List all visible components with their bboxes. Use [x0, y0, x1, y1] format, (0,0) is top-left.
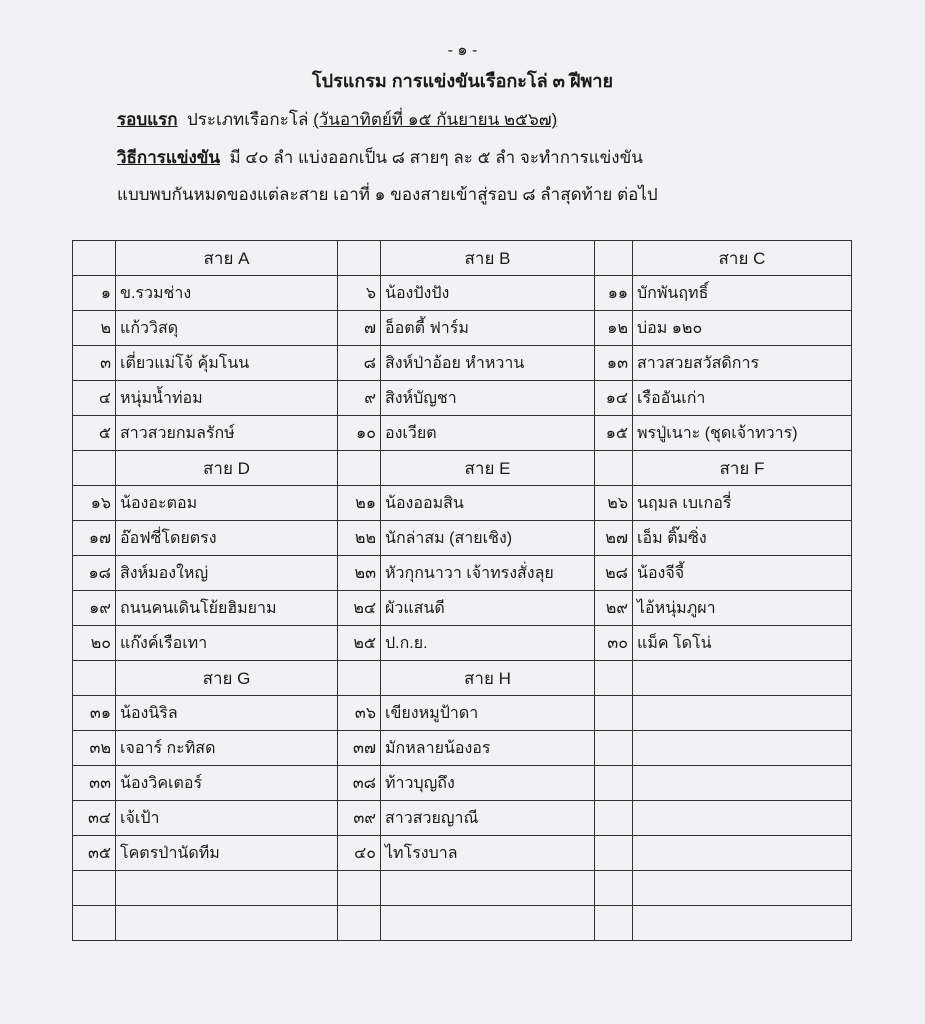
table-row: [73, 241, 852, 276]
boat-number: ๑๒: [595, 311, 633, 346]
page-number: - ๑ -: [447, 42, 478, 59]
boat-number: ๒๙: [595, 591, 633, 626]
empty-cell: [633, 766, 852, 801]
boat-name: แก้ววิสดุ: [116, 311, 338, 346]
boat-number: ๓๑: [73, 696, 116, 731]
boat-number: ๑๗: [73, 521, 116, 556]
empty-cell: [633, 836, 852, 871]
empty-cell: [633, 801, 852, 836]
boat-number: ๗: [338, 311, 381, 346]
boat-name: สิงห์มองใหญ่: [116, 556, 338, 591]
boat-number: ๒๗: [595, 521, 633, 556]
table-row: [73, 416, 852, 451]
boat-name: ไทโรงบาล: [381, 836, 595, 871]
table-row: [73, 381, 852, 416]
boat-name: อ๊อฟซี่โดยตรง: [116, 521, 338, 556]
boat-name: แม็ค โดโน่: [633, 626, 852, 661]
boat-name: อ็อตตี้ ฟาร์ม: [381, 311, 595, 346]
method-line-2: แบบพบกันหมดของแต่ละสาย เอาที่ ๑ ของสายเข้าสู่รอบ ๘ ลำสุดท้าย ต่อไป: [117, 185, 658, 204]
table-row: [73, 556, 852, 591]
boat-number: ๒๓: [338, 556, 381, 591]
empty-cell: [595, 871, 633, 906]
boat-number: ๓๕: [73, 836, 116, 871]
table-row: [73, 871, 852, 906]
empty-cell: [633, 661, 852, 696]
boat-name: สาวสวยสวัสดิการ: [633, 346, 852, 381]
boat-name: สิงห์บัญชา: [381, 381, 595, 416]
boat-number: ๑๑: [595, 276, 633, 311]
group-header: สาย C: [633, 241, 852, 276]
boat-name: หัวกุกนาวา เจ้าทรงสั่งลุย: [381, 556, 595, 591]
boat-number: ๒๒: [338, 521, 381, 556]
table-row: [73, 626, 852, 661]
groups-table: [72, 240, 852, 941]
boat-name: ป.ก.ย.: [381, 626, 595, 661]
boat-name: เขียงหมูป้าดา: [381, 696, 595, 731]
boat-number: ๒๐: [73, 626, 116, 661]
boat-number: ๓๖: [338, 696, 381, 731]
round-text: ประเภทเรือกะโล่: [186, 110, 314, 129]
empty-cell: [338, 871, 381, 906]
empty-cell: [116, 871, 338, 906]
boat-number: ๑๙: [73, 591, 116, 626]
boat-number: ๑๓: [595, 346, 633, 381]
boat-number: ๓๒: [73, 731, 116, 766]
empty-cell: [595, 241, 633, 276]
boat-name: เตี่ยวแม่โจ้ คุ้มโนน: [116, 346, 338, 381]
table-row: [73, 451, 852, 486]
boat-number: ๑: [73, 276, 116, 311]
boat-number: ๓๙: [338, 801, 381, 836]
table-row: [73, 836, 852, 871]
boat-name: แก๊งค์เรือเทา: [116, 626, 338, 661]
boat-number: ๒๕: [338, 626, 381, 661]
empty-cell: [73, 906, 116, 941]
group-header: สาย A: [116, 241, 338, 276]
empty-cell: [381, 871, 595, 906]
boat-name: นักล่าสม (สายเชิง): [381, 521, 595, 556]
method-text: มี ๔๐ ลำ แบ่งออกเป็น ๘ สายๆ ละ ๕ ลำ จะทำการแข่งขัน: [229, 148, 643, 167]
boat-number: ๕: [73, 416, 116, 451]
empty-cell: [338, 661, 381, 696]
table-row: [73, 731, 852, 766]
boat-number: ๓๘: [338, 766, 381, 801]
boat-name: ท้าวบุญถึง: [381, 766, 595, 801]
boat-name: ผัวแสนดี: [381, 591, 595, 626]
group-header: สาย G: [116, 661, 338, 696]
table-row: [73, 696, 852, 731]
group-header: สาย H: [381, 661, 595, 696]
boat-number: ๑๐: [338, 416, 381, 451]
boat-number: ๒๔: [338, 591, 381, 626]
round-label: รอบแรก: [117, 110, 178, 129]
boat-number: ๖: [338, 276, 381, 311]
table-row: [73, 311, 852, 346]
table-row: [73, 591, 852, 626]
method-label: วิธีการแข่งขัน: [117, 148, 221, 167]
boat-number: ๔๐: [338, 836, 381, 871]
empty-cell: [73, 661, 116, 696]
boat-number: ๑๘: [73, 556, 116, 591]
empty-cell: [338, 451, 381, 486]
boat-name: มักหลายน้องอร: [381, 731, 595, 766]
empty-cell: [595, 661, 633, 696]
empty-cell: [338, 906, 381, 941]
boat-number: ๒๑: [338, 486, 381, 521]
boat-name: นฤมล เบเกอรี่: [633, 486, 852, 521]
boat-name: เอ็ม ติ๊มซิ่ง: [633, 521, 852, 556]
empty-cell: [73, 871, 116, 906]
boat-number: ๑๕: [595, 416, 633, 451]
boat-number: ๓: [73, 346, 116, 381]
group-header: สาย B: [381, 241, 595, 276]
empty-cell: [116, 906, 338, 941]
boat-name: เจอาร์ กะทิสด: [116, 731, 338, 766]
group-header: สาย D: [116, 451, 338, 486]
boat-name: พรปู่เนาะ (ชุดเจ้าทวาร): [633, 416, 852, 451]
group-header: สาย F: [633, 451, 852, 486]
empty-cell: [595, 766, 633, 801]
boat-name: น้องออมสิน: [381, 486, 595, 521]
boat-number: ๒๘: [595, 556, 633, 591]
boat-name: เรืออันเก่า: [633, 381, 852, 416]
boat-name: สาวสวยญาณี: [381, 801, 595, 836]
table-row: [73, 766, 852, 801]
empty-cell: [633, 871, 852, 906]
empty-cell: [633, 731, 852, 766]
boat-name: หนุ่มน้ำท่อม: [116, 381, 338, 416]
method-line: [117, 144, 643, 171]
table-row: [73, 346, 852, 381]
boat-name: สาวสวยกมลรักษ์: [116, 416, 338, 451]
boat-number: ๓๔: [73, 801, 116, 836]
boat-number: ๓๐: [595, 626, 633, 661]
boat-name: น้องนิริล: [116, 696, 338, 731]
empty-cell: [595, 836, 633, 871]
boat-number: ๑๖: [73, 486, 116, 521]
table-row: [73, 906, 852, 941]
boat-name: โคตรป่านัดทีม: [116, 836, 338, 871]
boat-name: น้องอะตอม: [116, 486, 338, 521]
boat-name: น้องวิคเตอร์: [116, 766, 338, 801]
round-line: [117, 106, 557, 133]
boat-number: ๙: [338, 381, 381, 416]
table-row: [73, 521, 852, 556]
table-row: [73, 276, 852, 311]
table-row: [73, 661, 852, 696]
table-row: [73, 486, 852, 521]
empty-cell: [338, 241, 381, 276]
boat-number: ๓๗: [338, 731, 381, 766]
boat-number: ๔: [73, 381, 116, 416]
table-row: [73, 801, 852, 836]
round-date: (วันอาทิตย์ที่ ๑๕ กันยายน ๒๕๖๗): [313, 110, 558, 129]
boat-name: ข.รวมช่าง: [116, 276, 338, 311]
empty-cell: [633, 696, 852, 731]
boat-name: น้องปังปัง: [381, 276, 595, 311]
boat-name: สิงห์ป่าอ้อย หำหวาน: [381, 346, 595, 381]
boat-name: ไอ้หนุ่มภูผา: [633, 591, 852, 626]
boat-name: บ่อม ๑๒๐: [633, 311, 852, 346]
empty-cell: [595, 801, 633, 836]
boat-number: ๒๖: [595, 486, 633, 521]
boat-name: น้องจีจี้: [633, 556, 852, 591]
boat-name: ถนนคนเดินโย้ยฮิมยาม: [116, 591, 338, 626]
empty-cell: [595, 696, 633, 731]
empty-cell: [381, 906, 595, 941]
boat-name: เจ้เป้า: [116, 801, 338, 836]
empty-cell: [73, 451, 116, 486]
boat-number: ๑๔: [595, 381, 633, 416]
boat-name: บักพันฤทธิ์: [633, 276, 852, 311]
page-title: โปรแกรม การแข่งขันเรือกะโล่ ๓ ฝีพาย: [311, 71, 614, 91]
boat-number: ๒: [73, 311, 116, 346]
empty-cell: [595, 731, 633, 766]
boat-name: องเวียต: [381, 416, 595, 451]
empty-cell: [595, 451, 633, 486]
empty-cell: [73, 241, 116, 276]
empty-cell: [633, 906, 852, 941]
boat-number: ๓๓: [73, 766, 116, 801]
boat-number: ๘: [338, 346, 381, 381]
group-header: สาย E: [381, 451, 595, 486]
empty-cell: [595, 906, 633, 941]
